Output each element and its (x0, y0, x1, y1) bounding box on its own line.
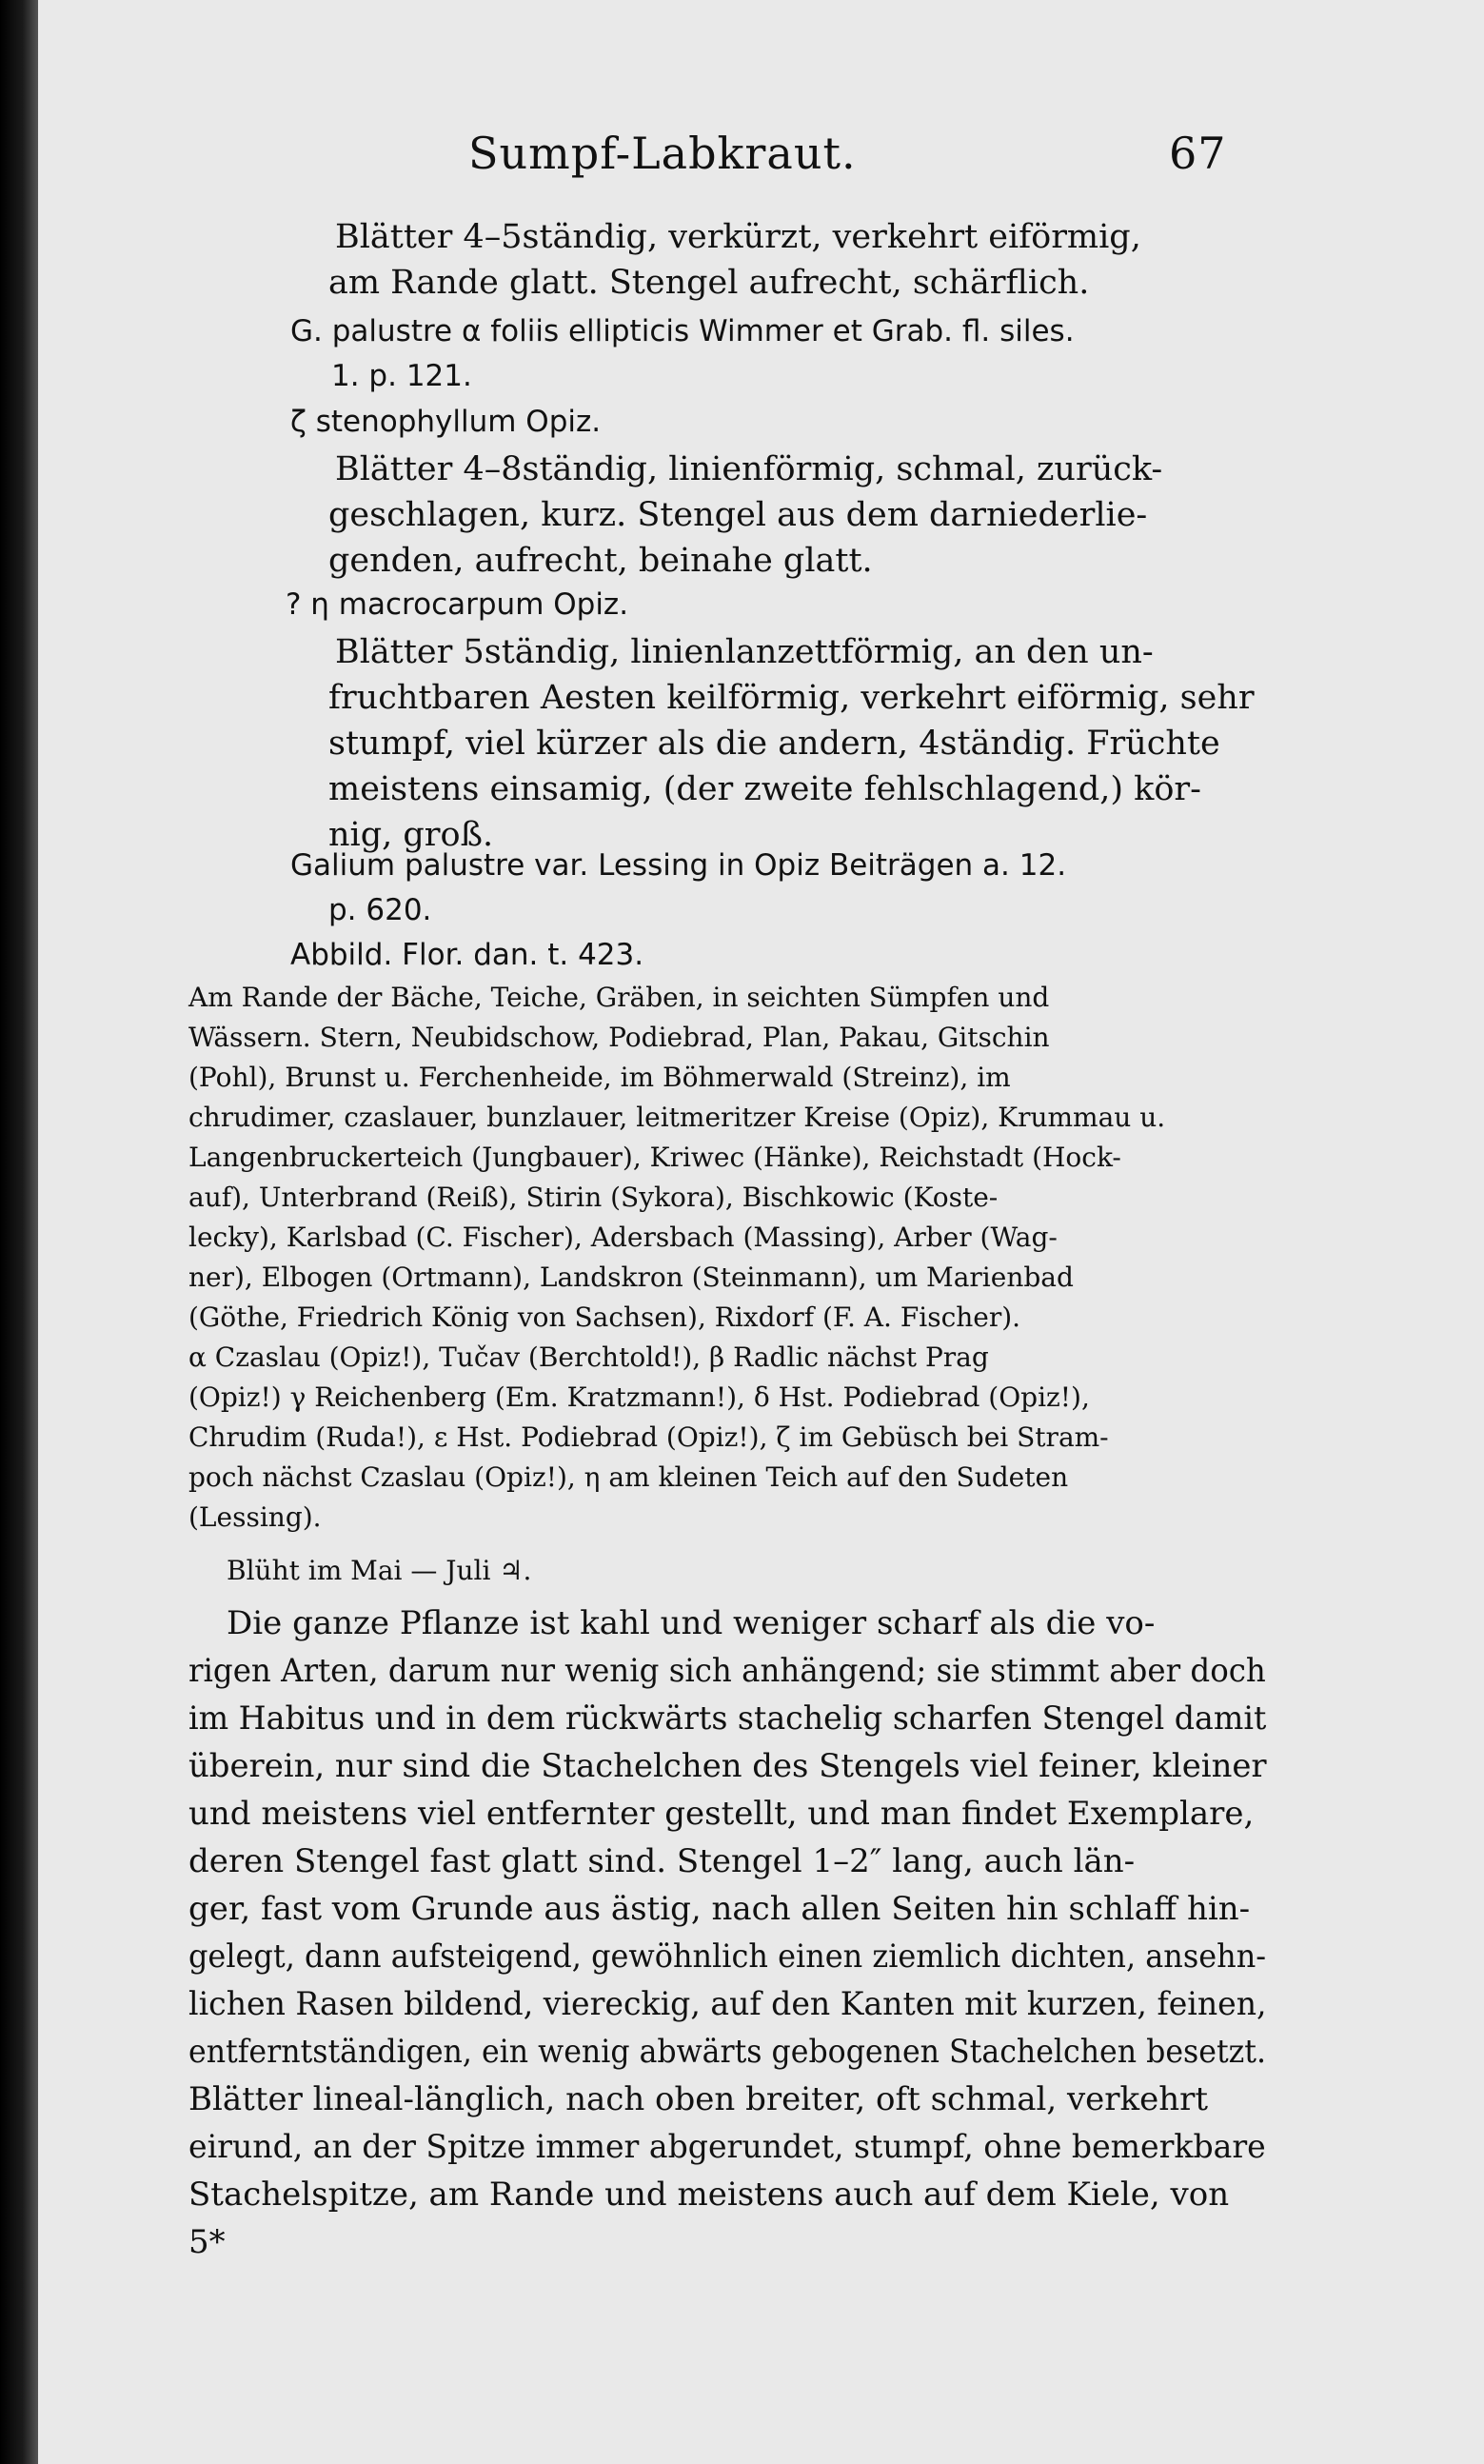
text-line: Wässern. Stern, Neubidschow, Podiebrad, Plan, Pakau, Gitschin (188, 1022, 1050, 1053)
text-line: 5* (188, 2223, 226, 2261)
text-line: Am Rande der Bäche, Teiche, Gräben, in seichten Sümpfen und (188, 982, 1050, 1013)
text-line: Stachelspitze, am Rande und meistens auch auf dem Kiele, von (188, 2176, 1230, 2214)
text-line: poch nächst Czaslau (Opiz!), η am kleinen Teich auf den Sudeten (188, 1461, 1069, 1493)
text-line: ner), Elbogen (Ortmann), Landskron (Steinmann), um Marienbad (188, 1262, 1074, 1293)
text-line: 1. p. 121. (331, 359, 472, 393)
text-line: am Rande glatt. Stengel aufrecht, schärflich. (328, 264, 1090, 302)
running-title: Sumpf-Labkraut. (468, 128, 857, 179)
text-line: Blätter 5ständig, linienlanzettförmig, an den un- (335, 633, 1154, 671)
text-line: Blätter 4–8ständig, linienförmig, schmal, zurück- (335, 450, 1163, 488)
text-line: und meistens viel entfernter gestellt, und man findet Exemplare, (188, 1795, 1255, 1833)
text-line: Blüht im Mai — Juli ♃. (227, 1555, 532, 1586)
page-number: 67 (1169, 128, 1227, 179)
text-line: stumpf, viel kürzer als die andern, 4ständig. Früchte (328, 725, 1220, 763)
text-line: (Opiz!) γ Reichenberg (Em. Kratzmann!), δ Hst. Podiebrad (Opiz!), (188, 1381, 1090, 1413)
text-line: fruchtbaren Aesten keilförmig, verkehrt eiförmig, sehr (328, 679, 1255, 717)
text-line: geschlagen, kurz. Stengel aus dem darniederlie- (328, 496, 1148, 534)
text-line: im Habitus und in dem rückwärts stachelig scharfen Stengel damit (188, 1699, 1267, 1738)
text-line: eirund, an der Spitze immer abgerundet, stumpf, ohne bemerkbare (188, 2128, 1266, 2166)
text-line: deren Stengel fast glatt sind. Stengel 1–2″ lang, auch län- (188, 1842, 1136, 1880)
text-line: lecky), Karlsbad (C. Fischer), Adersbach (Massing), Arber (Wag- (188, 1222, 1058, 1253)
text-line: α Czaslau (Opiz!), Tučav (Berchtold!), β Radlic nächst Prag (188, 1341, 989, 1373)
text-line: G. palustre α foliis ellipticis Wimmer et Grab. fl. siles. (290, 314, 1075, 348)
text-line: Blätter 4–5ständig, verkürzt, verkehrt eiförmig, (335, 218, 1141, 256)
book-spine-shadow (0, 0, 38, 2464)
text-line: überein, nur sind die Stachelchen des Stengels viel feiner, kleiner (188, 1747, 1267, 1785)
text-line: gelegt, dann aufsteigend, gewöhnlich einen ziemlich dichten, ansehn- (188, 1937, 1267, 1976)
text-line: Langenbruckerteich (Jungbauer), Kriwec (Hänke), Reichstadt (Hock- (188, 1142, 1121, 1173)
text-line: ζ stenophyllum Opiz. (290, 405, 602, 439)
text-line: Abbild. Flor. dan. t. 423. (290, 938, 644, 972)
text-line: Galium palustre var. Lessing in Opiz Beiträgen a. 12. (290, 848, 1067, 883)
text-line: Chrudim (Ruda!), ε Hst. Podiebrad (Opiz!), ζ im Gebüsch bei Stram- (188, 1421, 1109, 1453)
text-line: ? η macrocarpum Opiz. (286, 587, 629, 622)
text-line: auf), Unterbrand (Reiß), Stirin (Sykora), Bischkowic (Koste- (188, 1182, 999, 1213)
text-line: p. 620. (328, 893, 432, 927)
text-line: (Göthe, Friedrich König von Sachsen), Rixdorf (F. A. Fischer). (188, 1302, 1021, 1333)
text-line: Die ganze Pflanze ist kahl und weniger scharf als die vo- (227, 1604, 1156, 1642)
text-line: genden, aufrecht, beinahe glatt. (328, 542, 873, 580)
text-line: (Lessing). (188, 1501, 322, 1533)
text-line: ger, fast vom Grunde aus ästig, nach allen Seiten hin schlaff hin- (188, 1890, 1251, 1928)
text-line: meistens einsamig, (der zweite fehlschlagend,) kör- (328, 770, 1201, 808)
text-line: nig, groß. (328, 816, 494, 854)
text-line: chrudimer, czaslauer, bunzlauer, leitmeritzer Kreise (Opiz), Krummau u. (188, 1102, 1166, 1133)
text-line: Blätter lineal-länglich, nach oben breiter, oft schmal, verkehrt (188, 2080, 1209, 2118)
text-line: lichen Rasen bildend, viereckig, auf den Kanten mit kurzen, feinen, (188, 1985, 1267, 2023)
text-line: entferntständigen, ein wenig abwärts gebogenen Stachelchen besetzt. (188, 2033, 1267, 2071)
text-line: rigen Arten, darum nur wenig sich anhängend; sie stimmt aber doch (188, 1652, 1266, 1690)
text-line: (Pohl), Brunst u. Ferchenheide, im Böhmerwald (Streinz), im (188, 1062, 1011, 1093)
